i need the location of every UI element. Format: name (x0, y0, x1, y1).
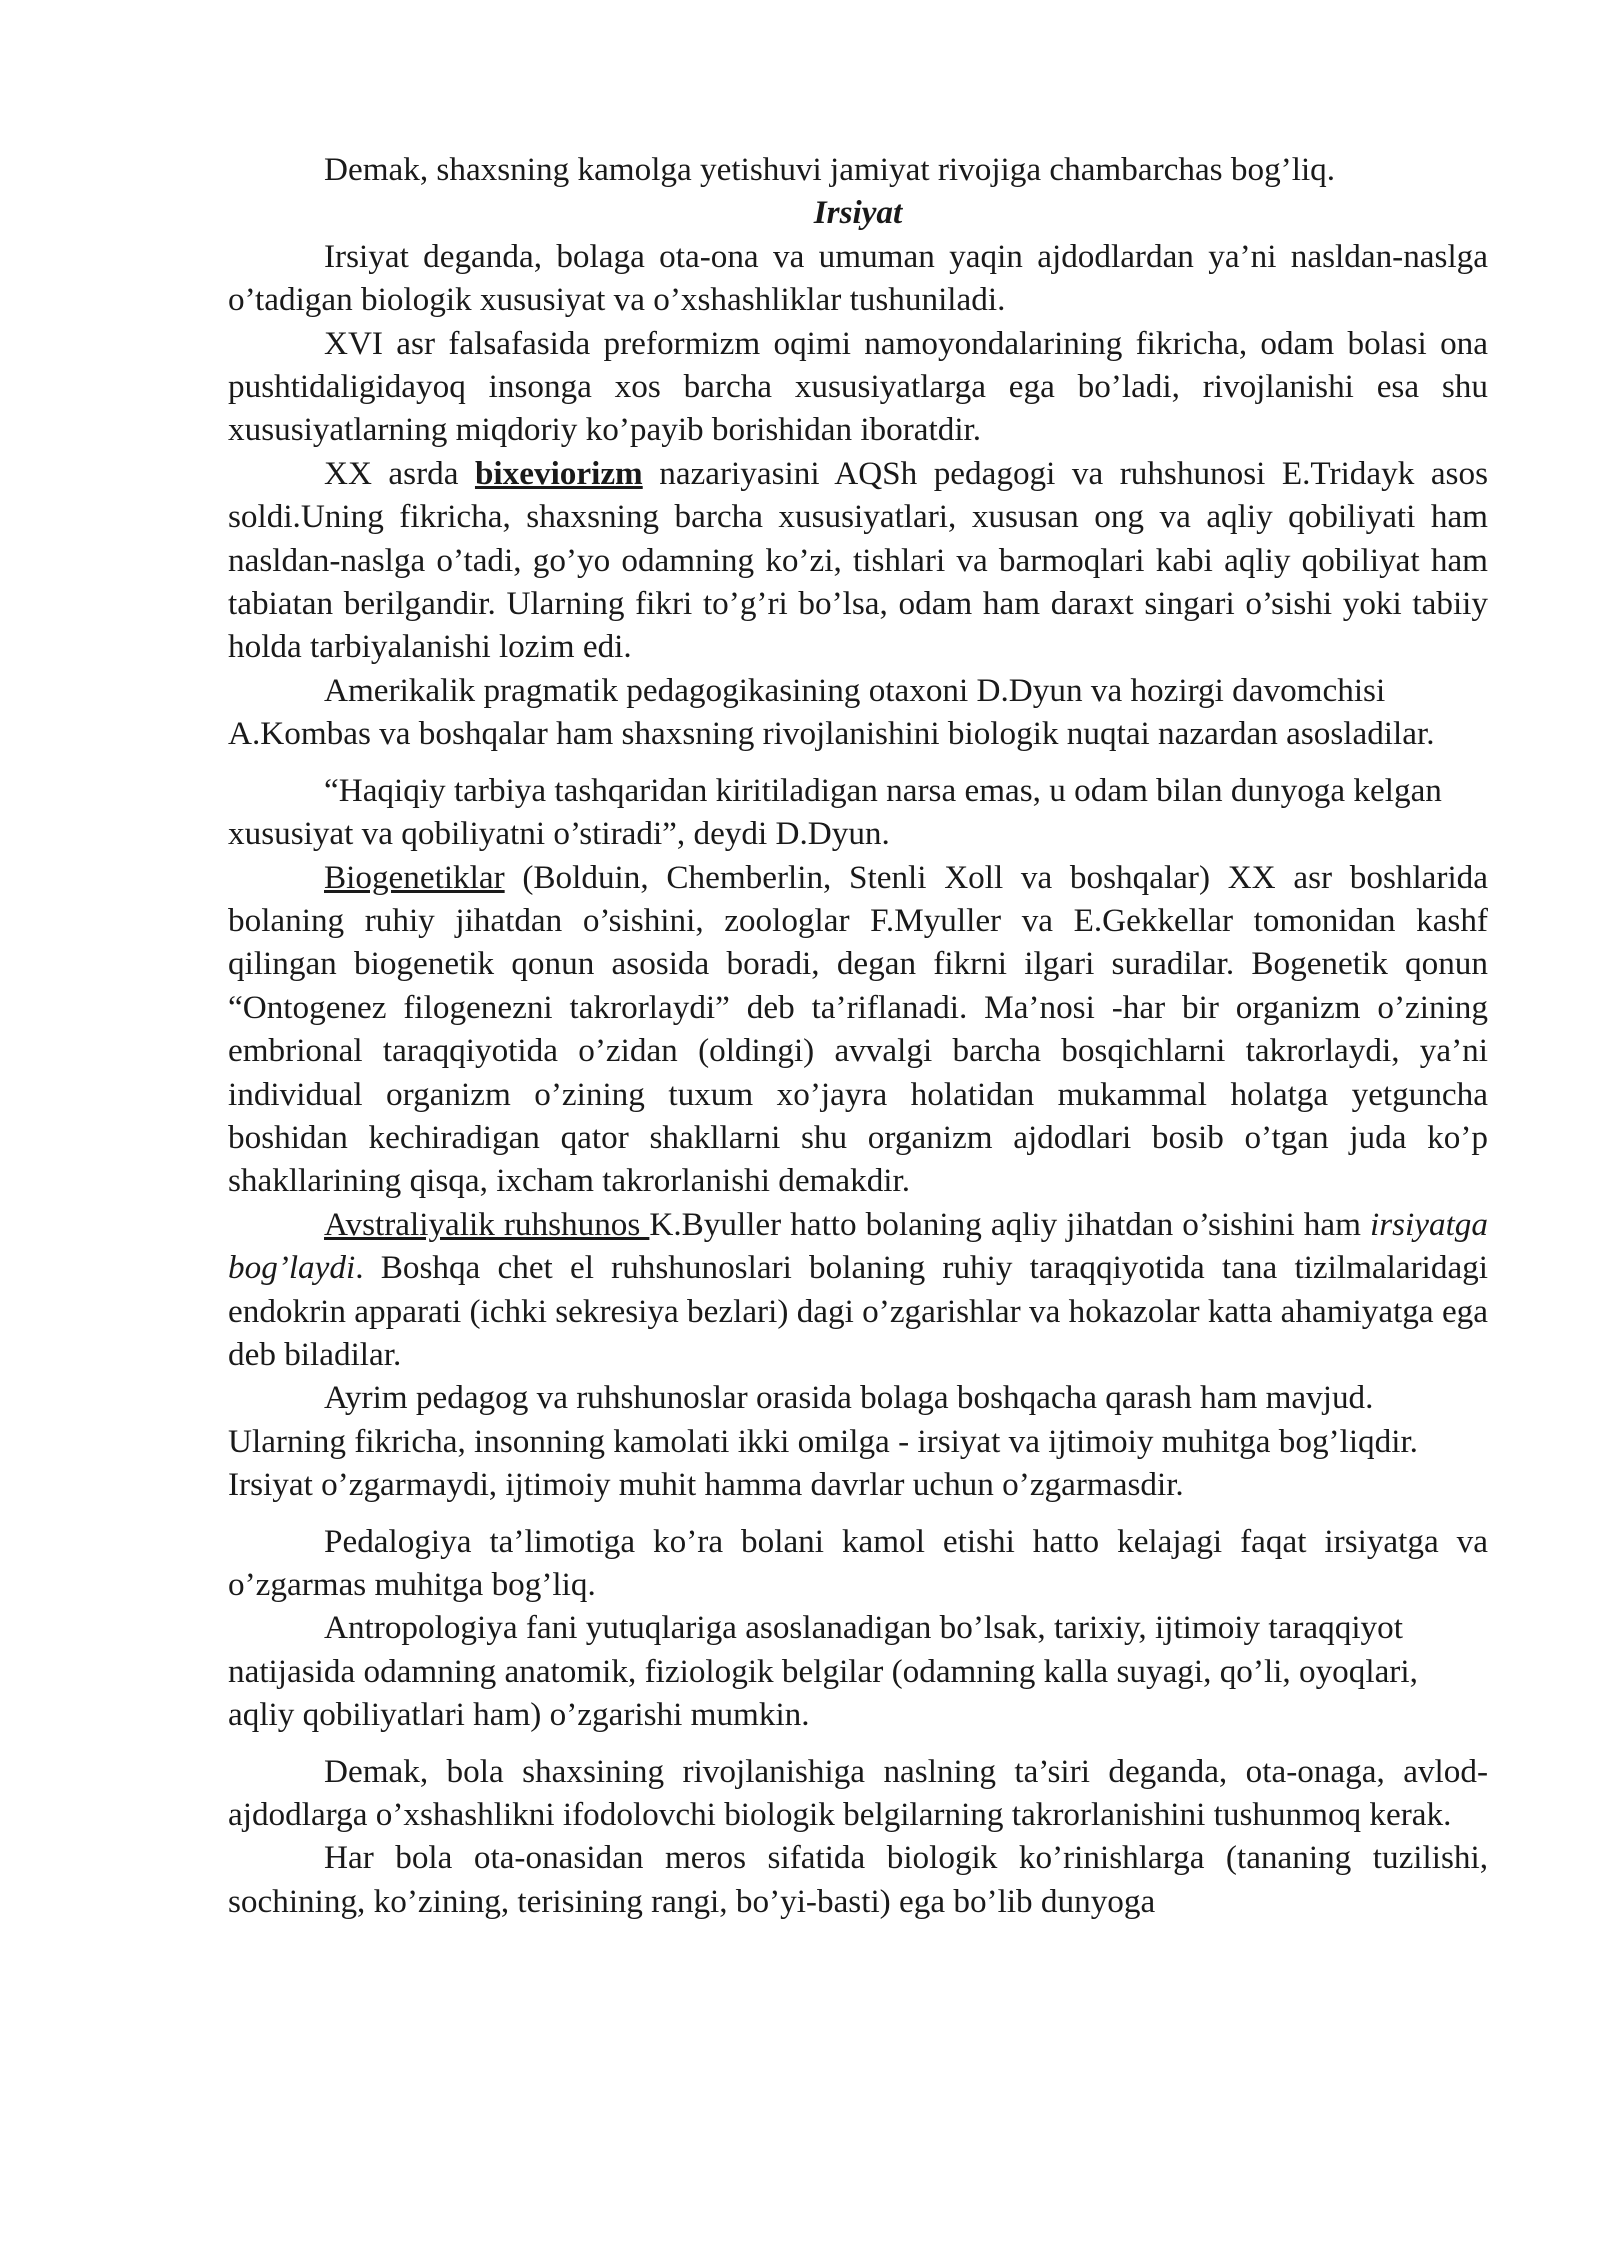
paragraph-two-factors: Ayrim pedagog va ruhshunoslar orasida bolaga boshqacha qarash ham mavjud. Ularning fikricha, insonning kamolati ikki omilga - irsiyat va ijtimoiy muhitga bog’liqdir. Irsiyat o’zgarmaydi, ijtimoiy muhit hamma davrlar uchun o’zgarmasdir. (228, 1379, 1418, 1504)
paragraph-anthropology: Antropologiya fani yutuqlariga asoslanadigan bo’lsak, tarixiy, ijtimoiy taraqqiyot natijasida odamning anatomik, fiziologik belgilar (odamning kalla suyagi, qo’li, oyoqlari, aqliy qobiliyatlari ham) o’zgarishi mumkin. (228, 1609, 1418, 1734)
paragraph-heredity-influence: Demak, bola shaxsining rivojlanishiga naslning ta’siri deganda, ota-onaga, avlod-ajdodlarga o’xshashlikni ifodolovchi biologik belgilarning takrorlanishini tushunmoq kerak. (228, 1752, 1488, 1834)
document-page (228, 148, 1488, 1923)
section-heading: Irsiyat (813, 194, 903, 232)
paragraph-behaviorism-lead: XX asrda (324, 454, 475, 492)
paragraph-biogenetics (228, 856, 1488, 1203)
paragraph-inherited-traits: Har bola ota-onasidan meros sifatida biologik ko’rinishlarga (tananing tuzilishi, sochining, ko’zining, terisining rangi, bo’yi-basti) ega bo’lib dunyoga (228, 1839, 1488, 1920)
term-behaviorism: bixeviorizm (474, 454, 643, 492)
paragraph-biogenetics-body: (Bolduin, Chemberlin, Stenli Xoll va boshqalar) XX asr boshlarida bolaning ruhiy jihatdan o’sishini, zoologlar F.Myuller va E.Gekkellar tomonidan kashf qilingan biogenetik qonun asosida boradi, degan fikrni ilgari suradilar. Bogenetik qonun “Ontogenez filogenezni takrorlaydi” deb ta’riflanadi. Ma’nosi -har bir organizm o’zining embrional taraqqiyotida o’zidan (oldingi) avvalgi barcha bosqichlarni takrorlaydi, ya’ni individual organizm o’zining tuxum xo’jayra holatidan mukammal holatga yetguncha boshidan kechiradigan qator shakllarni shu organizm ajdodlari bosib o’tgan juda ko’p shakllarining qisqa, ixcham takrorlanishi demakdir. (228, 858, 1488, 1200)
italic-heredity-phrase: irsiyatga bog’laydi (228, 1205, 1488, 1287)
paragraph-irsiyat-definition: Irsiyat deganda, bolaga ota-ona va umuman yaqin ajdodlardan ya’ni nasldan-naslga o’tadigan biologik xususiyat va o’xshashliklar tushuniladi. (228, 237, 1488, 319)
paragraph-pragmatism: Amerikalik pragmatik pedagogikasining otaxoni D.Dyun va hozirgi davomchisi A.Kombas va boshqalar ham shaxsning rivojlanishini biologik nuqtai nazardan asosladilar. (228, 671, 1435, 753)
term-australian-psychologist: Avstraliyalik ruhshunos (324, 1205, 650, 1243)
paragraph-preformism: XVI asr falsafasida preformizm oqimi namoyondalarining fikricha, odam bolasi ona pushtidaligidayoq insonga xos barcha xususiyatlarga ega bo’ladi, rivojlanishi esa shu xususiyatlarning miqdoriy ko’payib borishidan iboratdir. (228, 324, 1488, 449)
paragraph-pedology: Pedalogiya ta’limotiga ko’ra bolani kamol etishi hatto kelajagi faqat irsiyatga va o’zgarmas muhitga bog’liq. (228, 1522, 1488, 1603)
paragraph-dewey-quote: “Haqiqiy tarbiya tashqaridan kiritiladigan narsa emas, u odam bilan dunyoga kelgan xususiyat va qobiliyatni o’stiradi”, deydi D.Dyun. (228, 771, 1442, 853)
paragraph-australian-middle: K.Byuller hatto bolaning aqliy jihatdan o’sishini ham (649, 1205, 1370, 1243)
paragraph-conclusion-society: Demak, shaxsning kamolga yetishuvi jamiyat rivojiga chambarchas bog’liq. (324, 151, 1336, 188)
paragraph-behaviorism (228, 452, 1488, 669)
paragraph-australian-psychologist (228, 1203, 1488, 1377)
term-biogenetics: Biogenetiklar (324, 858, 505, 896)
paragraph-australian-body: . Boshqa chet el ruhshunoslari bolaning ruhiy taraqqiyotida tana tizilmalaridagi endokrin apparati (ichki sekresiya bezlari) dagi o’zgarishlar va hokazolar katta ahamiyatga ega deb biladilar. (228, 1249, 1488, 1373)
paragraph-behaviorism-body: nazariyasini AQSh pedagogi va ruhshunosi E.Tridayk asos soldi.Uning fikricha, shaxsning barcha xususiyatlari, xususan ong va aqliy qobiliyati ham nasldan-naslga o’tadi, go’yo odamning ko’zi, tishlari va barmoqlari kabi aqliy qobiliyat ham tabiatan berilgandir. Ularning fikri to’g’ri bo’lsa, odam ham daraxt singari o’sishi yoki tabiiy holda tarbiyalanishi lozim edi. (228, 454, 1488, 666)
